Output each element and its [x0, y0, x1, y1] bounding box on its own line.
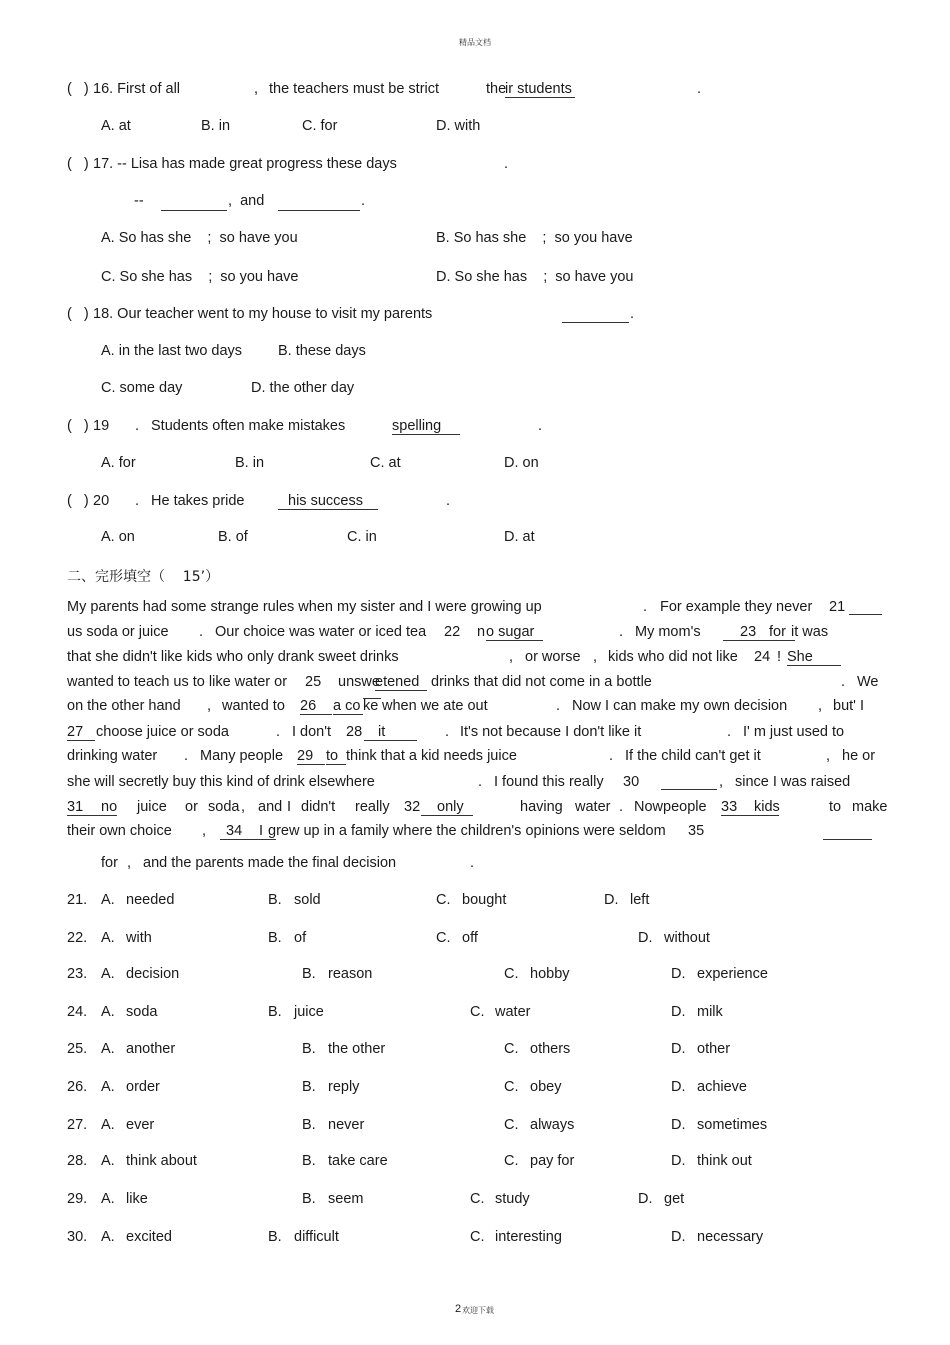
answer-paren: ( ) — [67, 156, 89, 172]
answer-number: 30. — [67, 1229, 88, 1245]
passage-text: grew up in a family where the children's opinions were seldom — [268, 823, 666, 839]
passage-text: I — [287, 799, 292, 815]
option-c-letter: C. — [470, 1004, 485, 1020]
passage-text: to — [829, 799, 842, 815]
passage-text: make — [852, 799, 888, 815]
option-b-letter: B. — [302, 966, 316, 982]
option-a-letter: A. — [101, 892, 115, 908]
underlined-text: to — [326, 748, 346, 765]
passage-text: ke — [363, 698, 379, 714]
option-d-letter: D. — [671, 966, 686, 982]
answer-paren: ( ) — [67, 493, 89, 509]
underlined-text: a co — [333, 698, 363, 715]
option-c-text: off — [462, 930, 478, 946]
option-b: B. these days — [278, 343, 366, 359]
option-d: D. the other day — [251, 380, 355, 396]
passage-text: My parents had some strange rules when my sister and I were growing up — [67, 599, 542, 615]
blank-number: 27 — [67, 724, 95, 741]
blank-number: 26 — [300, 698, 332, 715]
option-b-letter: B. — [302, 1153, 316, 1169]
option-b-letter: B. — [268, 1004, 282, 1020]
passage-text: kids who did not like — [608, 649, 738, 665]
option-b-text: never — [328, 1117, 365, 1133]
punctuation: ! — [777, 649, 786, 665]
passage-text: Now I can make my own decision — [572, 698, 788, 714]
option-c: C. at — [370, 455, 401, 471]
option-a-letter: A. — [101, 1117, 115, 1133]
passage-text: really — [355, 799, 390, 815]
punctuation: , — [207, 698, 212, 714]
punctuation: . — [446, 493, 451, 509]
answer-number: 28. — [67, 1153, 88, 1169]
option-b-letter: B. — [268, 892, 282, 908]
blank-line — [849, 600, 882, 615]
option-b: B. So has she ; so you have — [436, 230, 633, 246]
passage-text: I found this really — [494, 774, 604, 790]
option-b-text: reply — [328, 1079, 360, 1095]
blank-number: 31 — [67, 799, 117, 816]
option-d-text: experience — [697, 966, 768, 982]
passage-text: and the parents made the final decision — [143, 855, 397, 871]
option-a-text: order — [126, 1079, 160, 1095]
punctuation: , — [509, 649, 514, 665]
option-a-letter: A. — [101, 1041, 115, 1057]
option-b-text: of — [294, 930, 307, 946]
option-b-letter: B. — [302, 1041, 316, 1057]
option-b-letter: B. — [302, 1191, 316, 1207]
punctuation: . — [538, 418, 543, 434]
punctuation: , — [826, 748, 831, 764]
option-b-text: sold — [294, 892, 321, 908]
underlined-text: She — [787, 649, 841, 666]
punctuation: , — [241, 799, 246, 815]
passage-text: soda — [208, 799, 240, 815]
punctuation: . — [556, 698, 561, 714]
option-c: C. some day — [101, 380, 183, 396]
punctuation: . — [504, 156, 509, 172]
passage-text: unswe — [338, 674, 380, 690]
punctuation: . — [445, 724, 450, 740]
option-d-text: necessary — [697, 1229, 764, 1245]
underlined-text: kids — [754, 799, 780, 815]
option-b-text: the other — [328, 1041, 386, 1057]
option-a: A. at — [101, 118, 131, 134]
option-d-letter: D. — [638, 930, 653, 946]
option-c-text: hobby — [530, 966, 570, 982]
option-a-letter: A. — [101, 1191, 115, 1207]
passage-text: but' I — [833, 698, 864, 714]
blank-line — [562, 308, 629, 323]
punctuation: , — [593, 649, 598, 665]
passage-text: or — [185, 799, 198, 815]
underline-segment — [363, 698, 381, 699]
passage-text: that she didn't like kids who only drank sweet drinks — [67, 649, 399, 665]
punctuation: . — [361, 193, 366, 209]
answer-number: 27. — [67, 1117, 88, 1133]
passage-text: for — [101, 855, 118, 871]
option-d-text: achieve — [697, 1079, 747, 1095]
underlined-text: ir students — [505, 81, 575, 98]
underlined-text: spelling — [392, 418, 460, 435]
option-c: C. in — [347, 529, 377, 545]
passage-text: For example they never — [660, 599, 813, 615]
passage-text: I don't — [292, 724, 332, 740]
option-b-text: juice — [294, 1004, 324, 1020]
question-number: 20 — [93, 493, 110, 509]
question-stem: Students often make mistakes — [151, 418, 346, 434]
blank-number: 32 — [404, 799, 421, 815]
passage-text: no — [101, 799, 118, 815]
blank-number: 21 — [829, 599, 846, 615]
dialogue-dash: -- — [134, 193, 144, 209]
question-stem: 17. -- Lisa has made great progress these days — [93, 156, 397, 172]
passage-text: juice — [137, 799, 167, 815]
option-a-letter: A. — [101, 1153, 115, 1169]
passage-text: having — [520, 799, 563, 815]
passage-text: n — [477, 624, 486, 640]
option-b-text: seem — [328, 1191, 364, 1207]
passage-text: and — [258, 799, 283, 815]
underlined-text: etened — [375, 674, 427, 691]
answer-number: 26. — [67, 1079, 88, 1095]
option-d-letter: D. — [671, 1229, 686, 1245]
passage-text: choose juice or soda — [96, 724, 229, 740]
option-a-letter: A. — [101, 966, 115, 982]
passage-text: My mom's — [635, 624, 701, 640]
option-b-text: take care — [328, 1153, 388, 1169]
option-b-letter: B. — [268, 930, 282, 946]
passage-text: since I was raised — [735, 774, 851, 790]
punctuation: . — [609, 748, 614, 764]
punctuation: . — [199, 624, 204, 640]
punctuation: , — [127, 855, 132, 871]
blank-line — [161, 196, 227, 211]
option-d: D. So she has ; so have you — [436, 269, 634, 285]
option-d: D. with — [436, 118, 481, 134]
option-a-text: needed — [126, 892, 175, 908]
passage-text: If the child can't get it — [625, 748, 761, 764]
option-d-letter: D. — [671, 1117, 686, 1133]
option-a: A. So has she ; so have you — [101, 230, 298, 246]
option-b: B. in — [235, 455, 265, 471]
page-number: 2 — [455, 1303, 462, 1315]
punctuation: , — [202, 823, 207, 839]
punctuation: , — [818, 698, 823, 714]
blank-number: 35 — [688, 823, 705, 839]
option-c-text: bought — [462, 892, 507, 908]
question-stem: He takes pride — [151, 493, 245, 509]
passage-text: he or — [842, 748, 876, 764]
answer-paren: ( ) — [67, 306, 89, 322]
punctuation: . — [643, 599, 648, 615]
option-a-letter: A. — [101, 1229, 115, 1245]
blank-number: 28 — [346, 724, 363, 740]
page-footer: 欢迎下载 — [462, 1306, 494, 1315]
question-stem: , and — [228, 193, 265, 209]
passage-text: or worse — [525, 649, 581, 665]
option-a-letter: A. — [101, 1079, 115, 1095]
answer-number: 22. — [67, 930, 88, 946]
punctuation: . — [619, 799, 624, 815]
punctuation: . — [841, 674, 846, 690]
option-a-letter: A. — [101, 930, 115, 946]
blank-number: 33 — [721, 799, 779, 816]
option-a: A. in the last two days — [101, 343, 243, 359]
blank-number: 24 — [754, 649, 771, 665]
blank-line — [278, 196, 360, 211]
page-header: 精品文档 — [459, 38, 491, 47]
question-stem: the — [486, 81, 507, 97]
option-c-text: others — [530, 1041, 571, 1057]
passage-text: their own choice — [67, 823, 172, 839]
passage-text: it was — [791, 624, 829, 640]
option-a-text: with — [126, 930, 152, 946]
underlined-text: his success — [278, 493, 378, 510]
answer-paren: ( ) — [67, 81, 89, 97]
punctuation: . — [470, 855, 475, 871]
blank-number: 23 — [723, 624, 763, 641]
option-c: C. So she has ; so you have — [101, 269, 299, 285]
passage-text: water — [575, 799, 611, 815]
option-d: D. at — [504, 529, 535, 545]
option-c-letter: C. — [470, 1229, 485, 1245]
punctuation: . — [478, 774, 483, 790]
option-d-letter: D. — [671, 1004, 686, 1020]
punctuation: , — [719, 774, 724, 790]
passage-text: It's not because I don't like it — [460, 724, 642, 740]
underlined-text: for — [763, 624, 795, 641]
passage-text: We — [857, 674, 879, 690]
option-d-letter: D. — [671, 1153, 686, 1169]
underlined-text: only — [421, 799, 473, 816]
passage-text: didn't — [301, 799, 336, 815]
option-b-text: difficult — [294, 1229, 339, 1245]
option-a-text: excited — [126, 1229, 172, 1245]
blank-number: 22 — [444, 624, 461, 640]
answer-number: 24. — [67, 1004, 88, 1020]
option-c-text: water — [495, 1004, 531, 1020]
option-c-text: obey — [530, 1079, 562, 1095]
option-d-letter: D. — [671, 1041, 686, 1057]
option-d-text: other — [697, 1041, 731, 1057]
option-c-text: study — [495, 1191, 530, 1207]
passage-text: drinks that did not come in a bottle — [431, 674, 652, 690]
blank-number: 25 — [305, 674, 322, 690]
punctuation: . — [697, 81, 702, 97]
blank-line — [661, 775, 717, 790]
option-c-letter: C. — [436, 930, 451, 946]
option-d-text: without — [664, 930, 710, 946]
option-d-text: get — [664, 1191, 685, 1207]
option-a: A. on — [101, 529, 135, 545]
answer-number: 21. — [67, 892, 88, 908]
option-b: B. in — [201, 118, 231, 134]
option-b-letter: B. — [268, 1229, 282, 1245]
answer-number: 29. — [67, 1191, 88, 1207]
punctuation: . — [727, 724, 732, 740]
section-title: 二、完形填空（ 15’） — [67, 569, 220, 585]
punctuation: . — [630, 306, 635, 322]
option-d-letter: D. — [604, 892, 619, 908]
passage-text: I — [259, 823, 264, 839]
option-b-letter: B. — [302, 1079, 316, 1095]
passage-text: Many people — [200, 748, 284, 764]
passage-text: I' m just used to — [743, 724, 845, 740]
passage-text: think that a kid needs juice — [346, 748, 517, 764]
answer-number: 25. — [67, 1041, 88, 1057]
option-c-letter: C. — [504, 966, 519, 982]
answer-number: 23. — [67, 966, 88, 982]
punctuation: . — [135, 418, 140, 434]
option-a: A. for — [101, 455, 136, 471]
option-a-text: soda — [126, 1004, 158, 1020]
option-c-letter: C. — [504, 1041, 519, 1057]
option-d-letter: D. — [671, 1079, 686, 1095]
option-c-letter: C. — [470, 1191, 485, 1207]
punctuation: . — [619, 624, 624, 640]
passage-text: wanted to — [222, 698, 285, 714]
option-a-text: ever — [126, 1117, 155, 1133]
option-c-letter: C. — [504, 1117, 519, 1133]
question-number: 19 — [93, 418, 110, 434]
option-c-letter: C. — [436, 892, 451, 908]
option-c-text: interesting — [495, 1229, 562, 1245]
option-d-text: sometimes — [697, 1117, 768, 1133]
blank-number: 29 — [297, 748, 325, 765]
punctuation: . — [276, 724, 281, 740]
underlined-text: it — [364, 724, 417, 741]
option-d-letter: D. — [638, 1191, 653, 1207]
option-a-text: like — [126, 1191, 148, 1207]
option-d: D. on — [504, 455, 539, 471]
passage-text: us soda or juice — [67, 624, 169, 640]
punctuation: . — [135, 493, 140, 509]
blank-number: 34 — [220, 823, 276, 840]
option-a-text: decision — [126, 966, 180, 982]
option-d-text: think out — [697, 1153, 752, 1169]
option-a-letter: A. — [101, 1004, 115, 1020]
punctuation: . — [184, 748, 189, 764]
option-c-text: always — [530, 1117, 575, 1133]
option-a-text: think about — [126, 1153, 197, 1169]
option-c: C. for — [302, 118, 338, 134]
passage-text: Our choice was water or iced tea — [215, 624, 427, 640]
option-d-text: left — [630, 892, 650, 908]
option-c-letter: C. — [504, 1079, 519, 1095]
question-stem: the teachers must be strict — [269, 81, 440, 97]
answer-paren: ( ) — [67, 418, 89, 434]
punctuation: , — [254, 81, 259, 97]
option-c-letter: C. — [504, 1153, 519, 1169]
question-stem: 18. Our teacher went to my house to visit my parents — [93, 306, 433, 322]
option-c-text: pay for — [530, 1153, 575, 1169]
option-d-text: milk — [697, 1004, 723, 1020]
option-b-letter: B. — [302, 1117, 316, 1133]
passage-text: wanted to teach us to like water or — [67, 674, 288, 690]
option-b-text: reason — [328, 966, 373, 982]
blank-line — [823, 825, 872, 840]
passage-text: when we ate out — [382, 698, 488, 714]
passage-text: on the other hand — [67, 698, 181, 714]
option-b: B. of — [218, 529, 248, 545]
passage-text: she will secretly buy this kind of drink elsewhere — [67, 774, 375, 790]
blank-number: 30 — [623, 774, 640, 790]
passage-text: Nowpeople — [634, 799, 707, 815]
option-a-text: another — [126, 1041, 176, 1057]
passage-text: drinking water — [67, 748, 158, 764]
question-stem: 16. First of all — [93, 81, 181, 97]
underlined-text: o sugar — [486, 624, 543, 641]
